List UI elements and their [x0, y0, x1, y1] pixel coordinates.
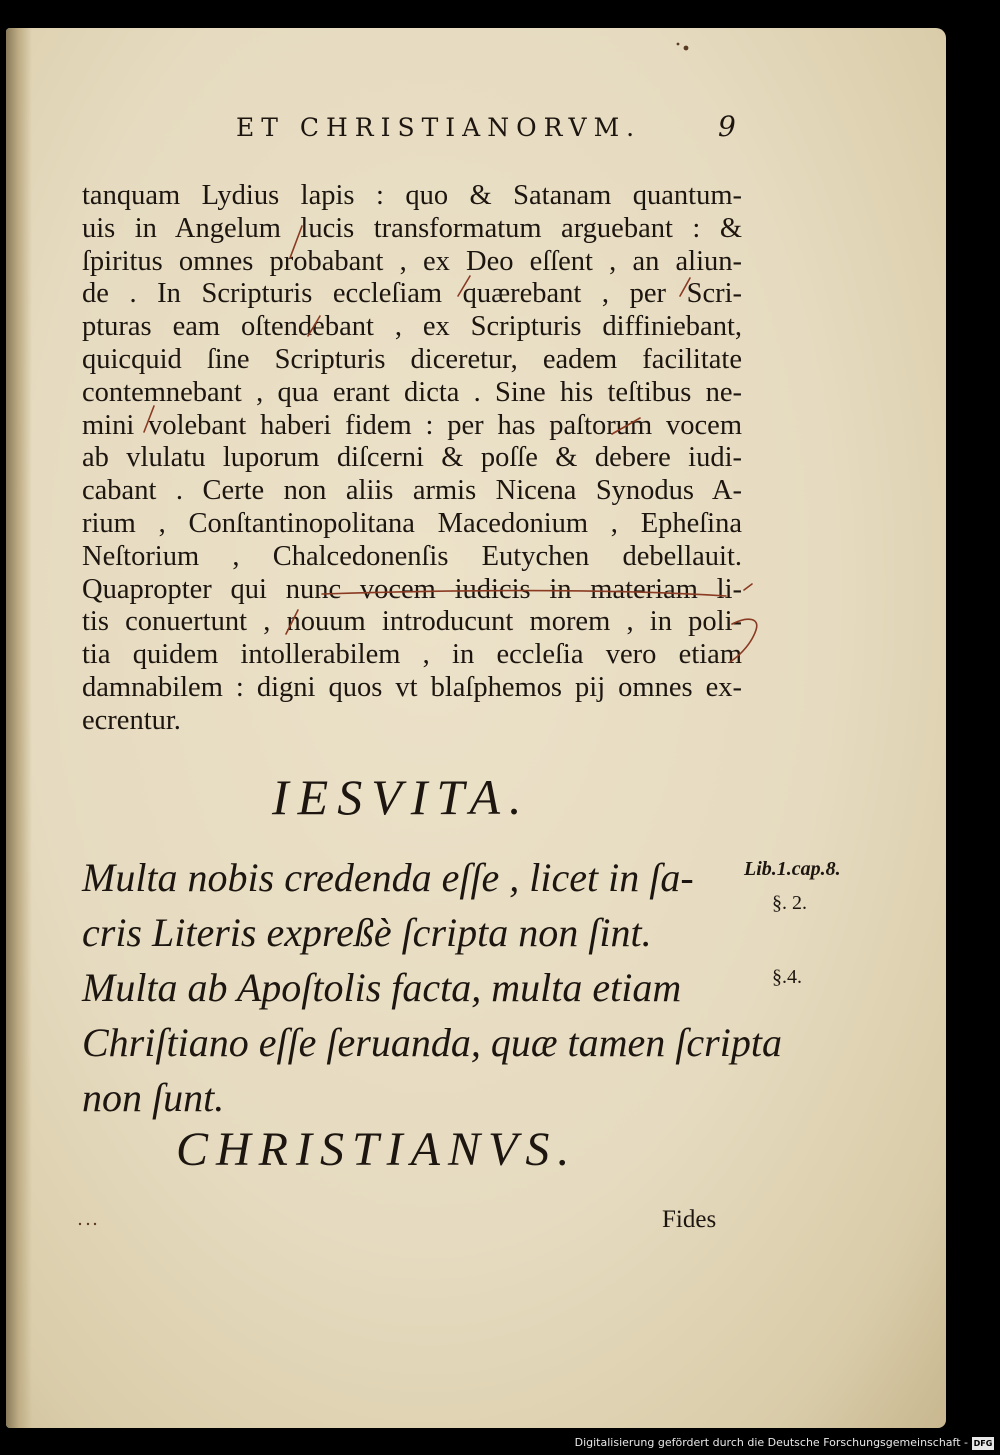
body-line: ecrentur.: [82, 704, 181, 736]
body-line: cabant . Certe non aliis armis Nicena Synodus A-: [82, 475, 742, 507]
body-line: pturas eam oſtendebant , ex Scripturis diffiniebant,: [82, 311, 742, 343]
catchword: Fides: [662, 1206, 717, 1233]
body-line: de . In Scripturis eccleſiam quærebant , per Scri-: [82, 278, 742, 310]
italic-line: non ſunt.: [82, 1075, 225, 1120]
body-line: damnabilem : digni quos vt blaſphemos pij omnes ex-: [82, 671, 742, 703]
italic-line: Multa ab Apoſtolis facta, multa etiam: [82, 965, 682, 1010]
page-gutter-shadow: [6, 28, 32, 1428]
dfg-logo: DFG: [973, 1439, 993, 1448]
body-text: [82, 180, 742, 738]
body-line: Quapropter qui nunc vocem iudicis in materiam li-: [82, 573, 742, 605]
margin-note-book-chapter: Lib.1.cap.8.: [744, 858, 841, 880]
section-heading-jesuita: IESVITA.: [272, 769, 531, 825]
body-line: ſpiritus omnes probabant , ex Deo eſſent , an aliun-: [82, 245, 742, 277]
body-line: rium , Conſtantinopolitana Macedonium , Epheſina: [82, 507, 742, 539]
italic-line: Chriſtiano eſſe ſeruanda, quæ tamen ſcripta: [82, 1020, 782, 1065]
body-line: uis in Angelum lucis transformatum arguebant : &: [82, 212, 742, 244]
digitization-credit: Digitalisierung gefördert durch die Deutsche Forschungsgemeinschaft -: [574, 1436, 968, 1449]
body-line: ab vlulatu luporum diſcerni & poſſe & debere iudi-: [82, 442, 742, 474]
body-line: contemnebant , qua erant dicta . Sine his teſtibus ne-: [82, 376, 742, 408]
section-heading-christianus: CHRISTIANVS.: [176, 1123, 578, 1176]
page-number: 9: [718, 110, 736, 143]
body-line: tanquam Lydius lapis : quo & Satanam quantum-: [82, 180, 742, 211]
running-head: ET CHRISTIANORVM.: [236, 113, 642, 142]
body-line: mini volebant haberi fidem : per has paſtorum vocem: [82, 409, 742, 441]
margin-note-section-4: §.4.: [772, 966, 802, 988]
body-line: Neſtorium , Chalcedonenſis Eutychen debellauit.: [82, 540, 742, 572]
body-line: tis conuertunt , nouum introducunt morem , in poli-: [82, 606, 742, 638]
body-line: quicquid ſine Scripturis diceretur, eadem facilitate: [82, 343, 742, 375]
italic-line: Multa nobis credenda eſſe , licet in ſa-: [82, 855, 694, 900]
italic-quotation: [82, 850, 782, 1125]
margin-note-section-2: §. 2.: [772, 892, 807, 914]
body-line: tia quidem intollerabilem , in eccleſia vero etiam: [82, 639, 742, 671]
italic-line: cris Literis expreßè ſcripta non ſint.: [82, 910, 652, 955]
